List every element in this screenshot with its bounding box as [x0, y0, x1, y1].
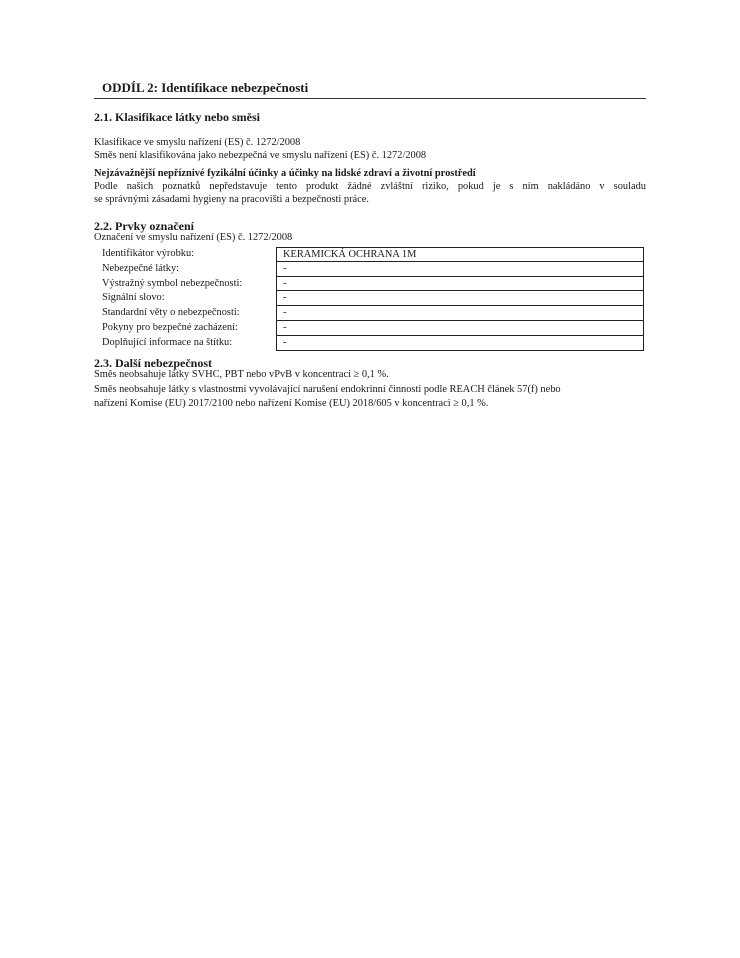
row-label: Signální slovo: — [102, 292, 165, 304]
row-value: - — [276, 291, 644, 306]
section-title: ODDÍL 2: Identifikace nebezpečnosti — [102, 80, 309, 95]
other-hazards-line-1: Směs neobsahuje látky SVHC, PBT nebo vPvB v koncentraci ≥ 0,1 %. — [94, 369, 389, 380]
row-value: - — [276, 336, 644, 351]
row-label: Standardní věty o nebezpečnosti: — [102, 307, 240, 319]
heading-2-2: 2.2. Prvky označení — [94, 219, 194, 233]
other-hazards-line-3: nařízení Komise (EU) 2017/2100 nebo nařízení Komise (EU) 2018/605 v koncentraci ≥ 0,1 %. — [94, 398, 489, 409]
table-row — [98, 277, 644, 292]
label-elements-table — [98, 247, 644, 351]
other-hazards-line-2: Směs neobsahuje látky s vlastnostmi vyvolávající narušení endokrinní činnosti podle REACH článek 57(f) nebo — [94, 384, 561, 395]
row-label: Nebezpečné látky: — [102, 262, 180, 274]
row-value: - — [276, 306, 644, 321]
row-value: KERAMICKÁ OCHRANA 1M — [276, 247, 644, 262]
table-row — [98, 336, 644, 351]
row-value: - — [276, 262, 644, 277]
table-row — [98, 291, 644, 306]
row-label: Pokyny pro bezpečné zacházení: — [102, 321, 238, 333]
effects-subheading: Nejzávažnější nepříznivé fyzikální účinky a účinky na lidské zdraví a životní prostředí — [94, 168, 476, 179]
heading-2-1: 2.1. Klasifikace látky nebo směsi — [94, 110, 261, 124]
row-label: Výstražný symbol nebezpečnosti: — [102, 277, 243, 289]
labelling-intro: Označení ve smyslu nařízení (ES) č. 1272/2008 — [94, 232, 293, 243]
row-label: Identifikátor výrobku: — [102, 248, 195, 259]
effects-paragraph-line-2: se správnými zásadami hygieny na pracovišti a bezpečnosti práce. — [94, 194, 369, 205]
section-divider — [94, 98, 646, 99]
table-row — [98, 321, 644, 336]
table-row — [98, 262, 644, 277]
heading-2-3: 2.3. Další nebezpečnost — [94, 356, 212, 370]
row-value: - — [276, 277, 644, 292]
table-row — [98, 306, 644, 321]
effects-paragraph-line-1: Podle našich poznatků nepředstavuje tento produkt žádné zvláštní riziko, pokud je s ním nakládáno v souladu — [94, 181, 646, 192]
classification-line-1: Klasifikace ve smyslu nařízení (ES) č. 1272/2008 — [94, 137, 301, 148]
table-row — [98, 247, 644, 262]
row-label: Doplňující informace na štítku: — [102, 336, 233, 348]
row-value: - — [276, 321, 644, 336]
classification-line-2: Směs není klasifikována jako nebezpečná ve smyslu nařízení (ES) č. 1272/2008 — [94, 150, 427, 161]
